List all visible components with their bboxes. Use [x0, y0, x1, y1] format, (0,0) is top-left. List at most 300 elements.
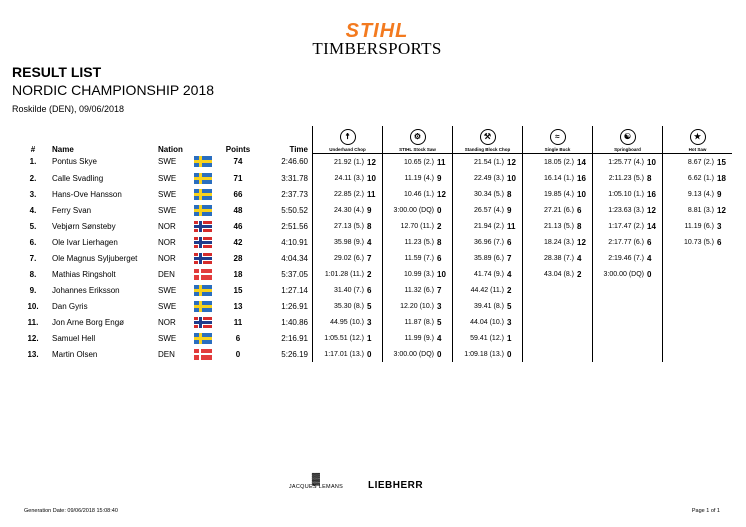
swe-flag-icon — [194, 285, 212, 296]
col-hot-saw-header: ★ Hot Saw — [663, 126, 733, 154]
discipline-result — [313, 158, 382, 167]
springboard-icon: ☯ — [620, 129, 636, 145]
table-row — [18, 218, 732, 234]
discipline-result-cell — [313, 298, 383, 314]
discipline-time-rank: 1:01.28 (11.) — [324, 270, 364, 278]
rank-cell: 1. — [29, 157, 37, 167]
rank-cell: 8. — [29, 269, 37, 279]
discipline-time-rank: 9.13 (4.) — [687, 190, 714, 198]
points-cell: 11 — [233, 317, 243, 327]
discipline-points: 14 — [647, 221, 656, 231]
discipline-points: 15 — [717, 157, 726, 167]
discipline-result — [453, 302, 522, 311]
flag-cell — [194, 282, 220, 298]
discipline-time-rank: 44.04 (10.) — [470, 318, 504, 326]
discipline-points: 12 — [647, 205, 656, 215]
discipline-result-cell — [593, 266, 663, 282]
nation-cell: DEN — [158, 269, 175, 279]
swe-flag-icon — [194, 301, 212, 312]
discipline-result-cell — [383, 186, 453, 202]
discipline-points: 4 — [507, 269, 512, 279]
discipline-result — [313, 222, 382, 231]
discipline-points: 7 — [437, 285, 442, 295]
discipline-result — [383, 238, 452, 247]
discipline-result — [663, 158, 732, 167]
discipline-points: 12 — [367, 157, 376, 167]
discipline-time-rank: 21.54 (1.) — [474, 158, 504, 166]
table-header-row — [18, 126, 732, 154]
table-row — [18, 170, 732, 186]
discipline-time-rank: 11.99 (9.) — [404, 334, 434, 342]
discipline-points: 12 — [577, 237, 586, 247]
name-cell: Ole Magnus Syljuberget — [52, 253, 138, 263]
discipline-result — [313, 350, 382, 359]
discipline-result — [383, 350, 452, 359]
name-cell: Johannes Eriksson — [52, 285, 120, 295]
discipline-points: 7 — [507, 253, 512, 263]
discipline-result-cell — [593, 250, 663, 266]
discipline-result — [313, 190, 382, 199]
discipline-result-cell — [383, 266, 453, 282]
rank-cell: 4. — [29, 205, 37, 215]
discipline-result-cell — [453, 186, 523, 202]
points-cell: 6 — [235, 333, 241, 343]
time-cell: 5:50.52 — [281, 205, 308, 215]
col-standing-block-chop-header: ⚒ Standing Block Chop — [453, 126, 523, 154]
discipline-result — [453, 206, 522, 215]
discipline-time-rank: 26.57 (4.) — [474, 206, 504, 214]
discipline-points: 5 — [507, 301, 512, 311]
discipline-result-cell — [383, 298, 453, 314]
rank-cell: 9. — [29, 285, 37, 295]
discipline-result-cell — [313, 202, 383, 218]
discipline-result — [383, 190, 452, 199]
discipline-result-cell — [383, 314, 453, 330]
discipline-time-rank: 44.95 (10.) — [330, 318, 364, 326]
discipline-result-cell — [663, 314, 733, 330]
discipline-time-rank: 30.34 (5.) — [474, 190, 504, 198]
discipline-points: 14 — [577, 157, 586, 167]
name-cell: Pontus Skye — [52, 157, 97, 167]
discipline-result — [313, 302, 382, 311]
rank-cell: 3. — [29, 189, 37, 199]
discipline-result-cell — [383, 154, 453, 171]
discipline-result — [593, 222, 662, 231]
discipline-points: 16 — [577, 173, 586, 183]
discipline-time-rank: 36.96 (7.) — [474, 238, 504, 246]
discipline-points: 0 — [507, 349, 512, 359]
discipline-result-cell — [593, 186, 663, 202]
points-cell: 28 — [233, 253, 243, 263]
logo-stihl-text: STIHL — [345, 20, 409, 42]
flag-cell — [194, 218, 220, 234]
discipline-time-rank: 8.81 (3.) — [687, 206, 714, 214]
discipline-result-cell — [663, 346, 733, 362]
flag-cell — [194, 202, 220, 218]
discipline-result — [313, 334, 382, 343]
results-table — [18, 126, 732, 362]
discipline-result-cell — [383, 250, 453, 266]
nor-flag-icon — [194, 221, 212, 232]
discipline-time-rank: 8.67 (2.) — [687, 158, 714, 166]
col-underhand-chop-header: ☨ Underhand Chop — [313, 126, 383, 154]
discipline-result — [453, 334, 522, 343]
discipline-points: 10 — [507, 173, 516, 183]
discipline-points: 11 — [437, 157, 446, 167]
discipline-time-rank: 11.59 (7.) — [404, 254, 434, 262]
discipline-result-cell — [383, 234, 453, 250]
discipline-result — [593, 254, 662, 263]
points-cell: 48 — [233, 205, 243, 215]
discipline-result-cell — [453, 266, 523, 282]
discipline-points: 9 — [717, 189, 722, 199]
discipline-result — [313, 270, 382, 279]
discipline-points: 11 — [367, 189, 376, 199]
discipline-result-cell — [593, 202, 663, 218]
discipline-result-cell — [313, 314, 383, 330]
discipline-result — [593, 190, 662, 199]
swe-flag-icon — [194, 156, 212, 167]
discipline-result-cell — [593, 282, 663, 298]
discipline-points: 12 — [437, 189, 446, 199]
discipline-result — [383, 318, 452, 327]
table-row — [18, 298, 732, 314]
discipline-time-rank: 18.05 (2.) — [544, 158, 574, 166]
discipline-result — [663, 222, 732, 231]
time-cell: 4:10.91 — [281, 237, 308, 247]
underhand-chop-icon: ☨ — [340, 129, 356, 145]
time-cell: 1:27.14 — [281, 285, 308, 295]
discipline-points: 6 — [577, 205, 582, 215]
discipline-time-rank: 19.85 (4.) — [544, 190, 574, 198]
discipline-result-cell — [523, 250, 593, 266]
standing-block-chop-icon: ⚒ — [480, 129, 496, 145]
discipline-points: 0 — [647, 269, 652, 279]
discipline-time-rank: 35.98 (9.) — [334, 238, 364, 246]
discipline-time-rank: 1:23.63 (3.) — [608, 206, 644, 214]
discipline-time-rank: 16.14 (1.) — [544, 174, 574, 182]
discipline-points: 8 — [507, 189, 512, 199]
discipline-time-rank: 3:00.00 (DQ) — [393, 350, 434, 358]
discipline-result-cell — [313, 250, 383, 266]
discipline-result — [523, 190, 592, 199]
liebherr-logo: LIEBHERR — [368, 480, 424, 491]
discipline-time-rank: 18.24 (3.) — [544, 238, 574, 246]
discipline-result — [593, 174, 662, 183]
discipline-result — [593, 158, 662, 167]
name-cell: Martin Olsen — [52, 349, 98, 359]
discipline-time-rank: 27.13 (5.) — [334, 222, 364, 230]
discipline-result-cell — [453, 234, 523, 250]
points-cell: 13 — [233, 301, 243, 311]
discipline-result-cell — [523, 330, 593, 346]
discipline-points: 3 — [437, 301, 442, 311]
col-name-header: Name — [52, 144, 74, 154]
nor-flag-icon — [194, 237, 212, 248]
discipline-result-cell — [593, 298, 663, 314]
discipline-result-cell — [313, 154, 383, 171]
nation-cell: SWE — [158, 173, 177, 183]
discipline-result-cell — [523, 170, 593, 186]
table-row — [18, 282, 732, 298]
discipline-points: 2 — [577, 269, 582, 279]
col-nation-header: Nation — [158, 144, 183, 154]
flag-cell — [194, 186, 220, 202]
nation-cell: SWE — [158, 205, 177, 215]
col-flag-header — [194, 126, 220, 154]
nor-flag-icon — [194, 317, 212, 328]
discipline-result-cell — [313, 346, 383, 362]
discipline-result-cell — [663, 170, 733, 186]
discipline-points: 8 — [577, 221, 582, 231]
time-cell: 2:46.60 — [281, 157, 308, 167]
discipline-result-cell — [453, 250, 523, 266]
discipline-result — [663, 174, 732, 183]
discipline-result — [593, 206, 662, 215]
discipline-time-rank: 1:25.77 (4.) — [608, 158, 644, 166]
discipline-time-rank: 11.19 (6.) — [684, 222, 714, 230]
discipline-result-cell — [523, 266, 593, 282]
discipline-result — [453, 254, 522, 263]
name-cell: Vebjørn Sønsteby — [52, 221, 116, 231]
discipline-result-cell — [593, 154, 663, 171]
discipline-points: 8 — [367, 221, 372, 231]
discipline-result — [383, 222, 452, 231]
discipline-result-cell — [313, 218, 383, 234]
discipline-result-cell — [593, 330, 663, 346]
discipline-points: 4 — [647, 253, 652, 263]
discipline-result — [313, 286, 382, 295]
discipline-result — [313, 174, 382, 183]
discipline-points: 0 — [367, 349, 372, 359]
nation-cell: SWE — [158, 301, 177, 311]
discipline-result — [663, 206, 732, 215]
nation-cell: NOR — [158, 221, 176, 231]
discipline-time-rank: 11.87 (8.) — [404, 318, 434, 326]
col-points-header: Points — [225, 144, 251, 154]
nation-cell: NOR — [158, 317, 176, 327]
discipline-result — [453, 318, 522, 327]
discipline-points: 3 — [367, 317, 372, 327]
discipline-result — [313, 238, 382, 247]
time-cell: 1:26.91 — [281, 301, 308, 311]
discipline-result — [593, 270, 662, 279]
points-cell: 46 — [233, 221, 243, 231]
discipline-time-rank: 11.32 (6.) — [404, 286, 434, 294]
discipline-result-cell — [313, 186, 383, 202]
flag-cell — [194, 330, 220, 346]
rank-cell: 6. — [29, 237, 37, 247]
den-flag-icon — [194, 269, 212, 280]
discipline-result-cell — [523, 298, 593, 314]
col-stock-saw-header: ⚙ STIHL Stock Saw — [383, 126, 453, 154]
discipline-result-cell — [453, 154, 523, 171]
discipline-result-cell — [453, 298, 523, 314]
discipline-points: 6 — [717, 237, 722, 247]
discipline-time-rank: 10.65 (2.) — [404, 158, 434, 166]
discipline-time-rank: 6.62 (1.) — [687, 174, 714, 182]
discipline-time-rank: 11.23 (5.) — [404, 238, 434, 246]
discipline-time-rank: 3:00.00 (DQ) — [393, 206, 434, 214]
discipline-result-cell — [593, 314, 663, 330]
page-number: Page 1 of 1 — [691, 508, 720, 514]
stihl-timbersports-logo — [312, 22, 442, 58]
discipline-result — [383, 286, 452, 295]
rank-cell: 11. — [27, 317, 39, 327]
nor-flag-icon — [194, 253, 212, 264]
col-springboard-header: ☯ Springboard — [593, 126, 663, 154]
discipline-result-cell — [663, 186, 733, 202]
swe-flag-icon — [194, 205, 212, 216]
logo-timbersports-text: TIMBERSPORTS — [312, 39, 442, 58]
name-cell: Dan Gyris — [52, 301, 88, 311]
discipline-result-cell — [593, 170, 663, 186]
discipline-result-cell — [523, 218, 593, 234]
discipline-points: 18 — [717, 173, 726, 183]
discipline-time-rank: 1:05.51 (12.) — [324, 334, 364, 342]
points-cell: 0 — [235, 349, 241, 359]
discipline-time-rank: 29.02 (6.) — [334, 254, 364, 262]
flag-cell — [194, 154, 220, 171]
discipline-points: 5 — [367, 301, 372, 311]
discipline-result-cell — [313, 266, 383, 282]
discipline-result-cell — [383, 170, 453, 186]
discipline-result — [523, 238, 592, 247]
col-single-buck-header: ≈ Single Buck — [523, 126, 593, 154]
time-cell: 5:37.05 — [281, 269, 308, 279]
table-row — [18, 346, 732, 362]
discipline-points: 16 — [647, 189, 656, 199]
discipline-time-rank: 10.99 (3.) — [404, 270, 434, 278]
discipline-result-cell — [453, 346, 523, 362]
rank-cell: 13. — [27, 349, 39, 359]
time-cell: 5:26.19 — [281, 349, 308, 359]
discipline-points: 10 — [647, 157, 656, 167]
discipline-result — [453, 158, 522, 167]
discipline-result — [453, 174, 522, 183]
rank-cell: 5. — [29, 221, 37, 231]
den-flag-icon — [194, 349, 212, 360]
discipline-time-rank: 28.38 (7.) — [544, 254, 574, 262]
name-cell: Jon Arne Borg Engø — [52, 317, 125, 327]
discipline-result-cell — [383, 218, 453, 234]
discipline-result — [523, 222, 592, 231]
discipline-time-rank: 31.40 (7.) — [334, 286, 364, 294]
discipline-points: 9 — [367, 205, 372, 215]
swe-flag-icon — [194, 173, 212, 184]
discipline-time-rank: 24.30 (4.) — [334, 206, 364, 214]
discipline-result-cell — [383, 330, 453, 346]
swe-flag-icon — [194, 189, 212, 200]
discipline-result — [383, 174, 452, 183]
points-cell: 74 — [233, 157, 243, 167]
discipline-result — [663, 190, 732, 199]
discipline-result-cell — [453, 218, 523, 234]
discipline-time-rank: 21.13 (5.) — [544, 222, 574, 230]
name-cell: Hans-Ove Hansson — [52, 189, 122, 199]
rank-cell: 10. — [27, 301, 39, 311]
discipline-points: 3 — [507, 317, 512, 327]
discipline-result — [383, 270, 452, 279]
table-row — [18, 186, 732, 202]
flag-cell — [194, 250, 220, 266]
flag-cell — [194, 314, 220, 330]
discipline-result-cell — [663, 234, 733, 250]
discipline-result — [383, 158, 452, 167]
table-row — [18, 314, 732, 330]
discipline-result-cell — [453, 314, 523, 330]
event-name: NORDIC CHAMPIONSHIP 2018 — [12, 82, 215, 98]
table-row — [18, 250, 732, 266]
discipline-result-cell — [453, 282, 523, 298]
discipline-points: 8 — [647, 173, 652, 183]
discipline-result-cell — [313, 282, 383, 298]
name-cell: Ole Ivar Lierhagen — [52, 237, 118, 247]
discipline-result — [313, 318, 382, 327]
discipline-result — [383, 334, 452, 343]
discipline-result — [523, 174, 592, 183]
hot-saw-icon: ★ — [690, 129, 706, 145]
discipline-time-rank: 2:19.46 (7.) — [608, 254, 644, 262]
discipline-time-rank: 21.94 (2.) — [474, 222, 504, 230]
points-cell: 42 — [233, 237, 243, 247]
discipline-result-cell — [523, 314, 593, 330]
discipline-points: 4 — [367, 237, 372, 247]
nation-cell: NOR — [158, 237, 176, 247]
name-cell: Samuel Hell — [52, 333, 96, 343]
discipline-result-cell — [523, 282, 593, 298]
discipline-result-cell — [313, 170, 383, 186]
page-title: RESULT LIST — [12, 64, 102, 80]
discipline-time-rank: 10.73 (5.) — [684, 238, 714, 246]
time-cell: 2:37.73 — [281, 189, 308, 199]
discipline-result — [523, 206, 592, 215]
discipline-result-cell — [453, 202, 523, 218]
discipline-points: 12 — [717, 205, 726, 215]
discipline-time-rank: 2:17.77 (6.) — [608, 238, 644, 246]
discipline-points: 10 — [577, 189, 586, 199]
col-rank-header: # — [30, 144, 36, 154]
discipline-result-cell — [663, 266, 733, 282]
discipline-result-cell — [593, 218, 663, 234]
event-place-date: Roskilde (DEN), 09/06/2018 — [12, 104, 125, 114]
discipline-points: 6 — [367, 285, 372, 295]
time-cell: 1:40.86 — [281, 317, 308, 327]
flag-cell — [194, 234, 220, 250]
table-row — [18, 266, 732, 282]
discipline-result-cell — [593, 346, 663, 362]
discipline-result-cell — [313, 330, 383, 346]
discipline-time-rank: 41.74 (9.) — [474, 270, 504, 278]
discipline-time-rank: 1:09.18 (13.) — [464, 350, 504, 358]
name-cell: Mathias Ringsholt — [52, 269, 116, 279]
discipline-result — [383, 302, 452, 311]
discipline-time-rank: 24.11 (3.) — [334, 174, 364, 182]
discipline-time-rank: 21.92 (1.) — [334, 158, 364, 166]
discipline-points: 8 — [437, 237, 442, 247]
discipline-result-cell — [663, 250, 733, 266]
stock-saw-icon: ⚙ — [410, 129, 426, 145]
discipline-result-cell — [663, 202, 733, 218]
discipline-points: 4 — [437, 333, 442, 343]
discipline-result — [523, 254, 592, 263]
swe-flag-icon — [194, 333, 212, 344]
discipline-result-cell — [453, 170, 523, 186]
flag-cell — [194, 170, 220, 186]
points-cell: 18 — [233, 269, 243, 279]
discipline-points: 2 — [367, 269, 372, 279]
discipline-time-rank: 43.04 (8.) — [544, 270, 574, 278]
